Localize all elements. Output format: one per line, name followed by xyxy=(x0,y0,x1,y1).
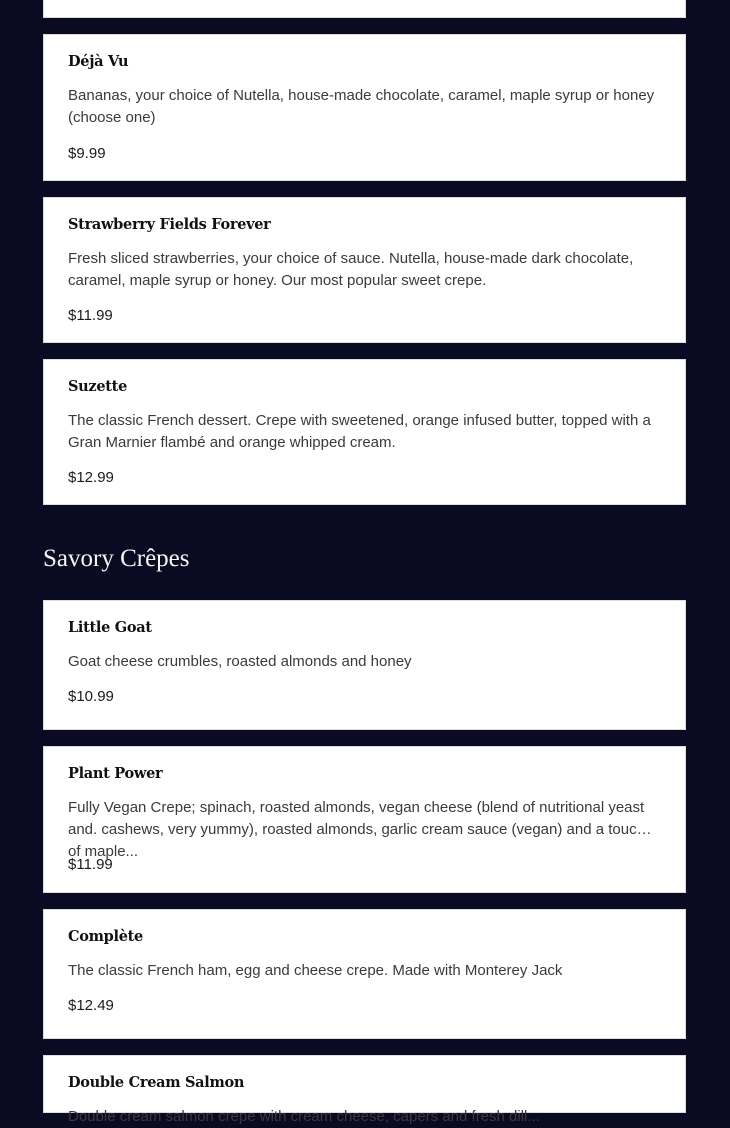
menu-item-name: Déjà Vu xyxy=(68,53,129,70)
menu-item-name: Little Goat xyxy=(68,619,152,636)
menu-item-card[interactable] xyxy=(43,34,686,181)
menu-item-card[interactable] xyxy=(43,359,686,505)
menu-item-price: $11.99 xyxy=(68,856,113,873)
menu-item-name: Plant Power xyxy=(68,765,163,782)
menu-item-name: Complète xyxy=(68,928,143,945)
menu-item-card[interactable] xyxy=(43,746,686,893)
menu-item-description: Goat cheese crumbles, roasted almonds and honey xyxy=(68,653,412,670)
menu-item-description: Fully Vegan Crepe; spinach, roasted almonds, vegan cheese (blend of nutritional yeast and. cashews, very yummy), roasted almonds, garlic cream sauce (vegan) and a touch of maple... xyxy=(68,799,645,860)
menu-item-price: $10.99 xyxy=(68,688,114,705)
menu-item-name: Strawberry Fields Forever xyxy=(68,216,271,233)
menu-item-name: Suzette xyxy=(68,378,127,395)
menu-item-description: The classic French ham, egg and cheese crepe. Made with Monterey Jack xyxy=(68,962,563,979)
menu-item-price: $11.99 xyxy=(68,307,113,324)
menu-item-description: Double cream salmon crepe with cream cheese, capers and fresh dill... xyxy=(68,1108,540,1125)
menu-item-price: $9.99 xyxy=(68,145,106,162)
menu-item-card[interactable] xyxy=(43,197,686,343)
menu-item-description: Fresh sliced strawberries, your choice of sauce. Nutella, house-made dark chocolate, caramel, maple syrup or honey. Our most popular sweet crepe. xyxy=(68,250,634,289)
menu-item-name: Double Cream Salmon xyxy=(68,1074,245,1091)
section-heading-savory: Savory Crêpes xyxy=(43,545,190,572)
menu-item-card[interactable] xyxy=(43,1055,686,1125)
menu-item-card[interactable] xyxy=(43,600,686,730)
menu-item-price: $12.49 xyxy=(68,997,114,1014)
menu-item-card[interactable] xyxy=(43,909,686,1039)
menu-item-description: The classic French dessert. Crepe with sweetened, orange infused butter, topped with a Gran Marnier flambé and orange whipped cream. xyxy=(68,412,651,451)
menu-item-card-partial[interactable] xyxy=(43,0,686,18)
menu-item-description: Bananas, your choice of Nutella, house-made chocolate, caramel, maple syrup or honey (choose one) xyxy=(68,87,655,126)
menu-item-price: $12.99 xyxy=(68,469,114,486)
